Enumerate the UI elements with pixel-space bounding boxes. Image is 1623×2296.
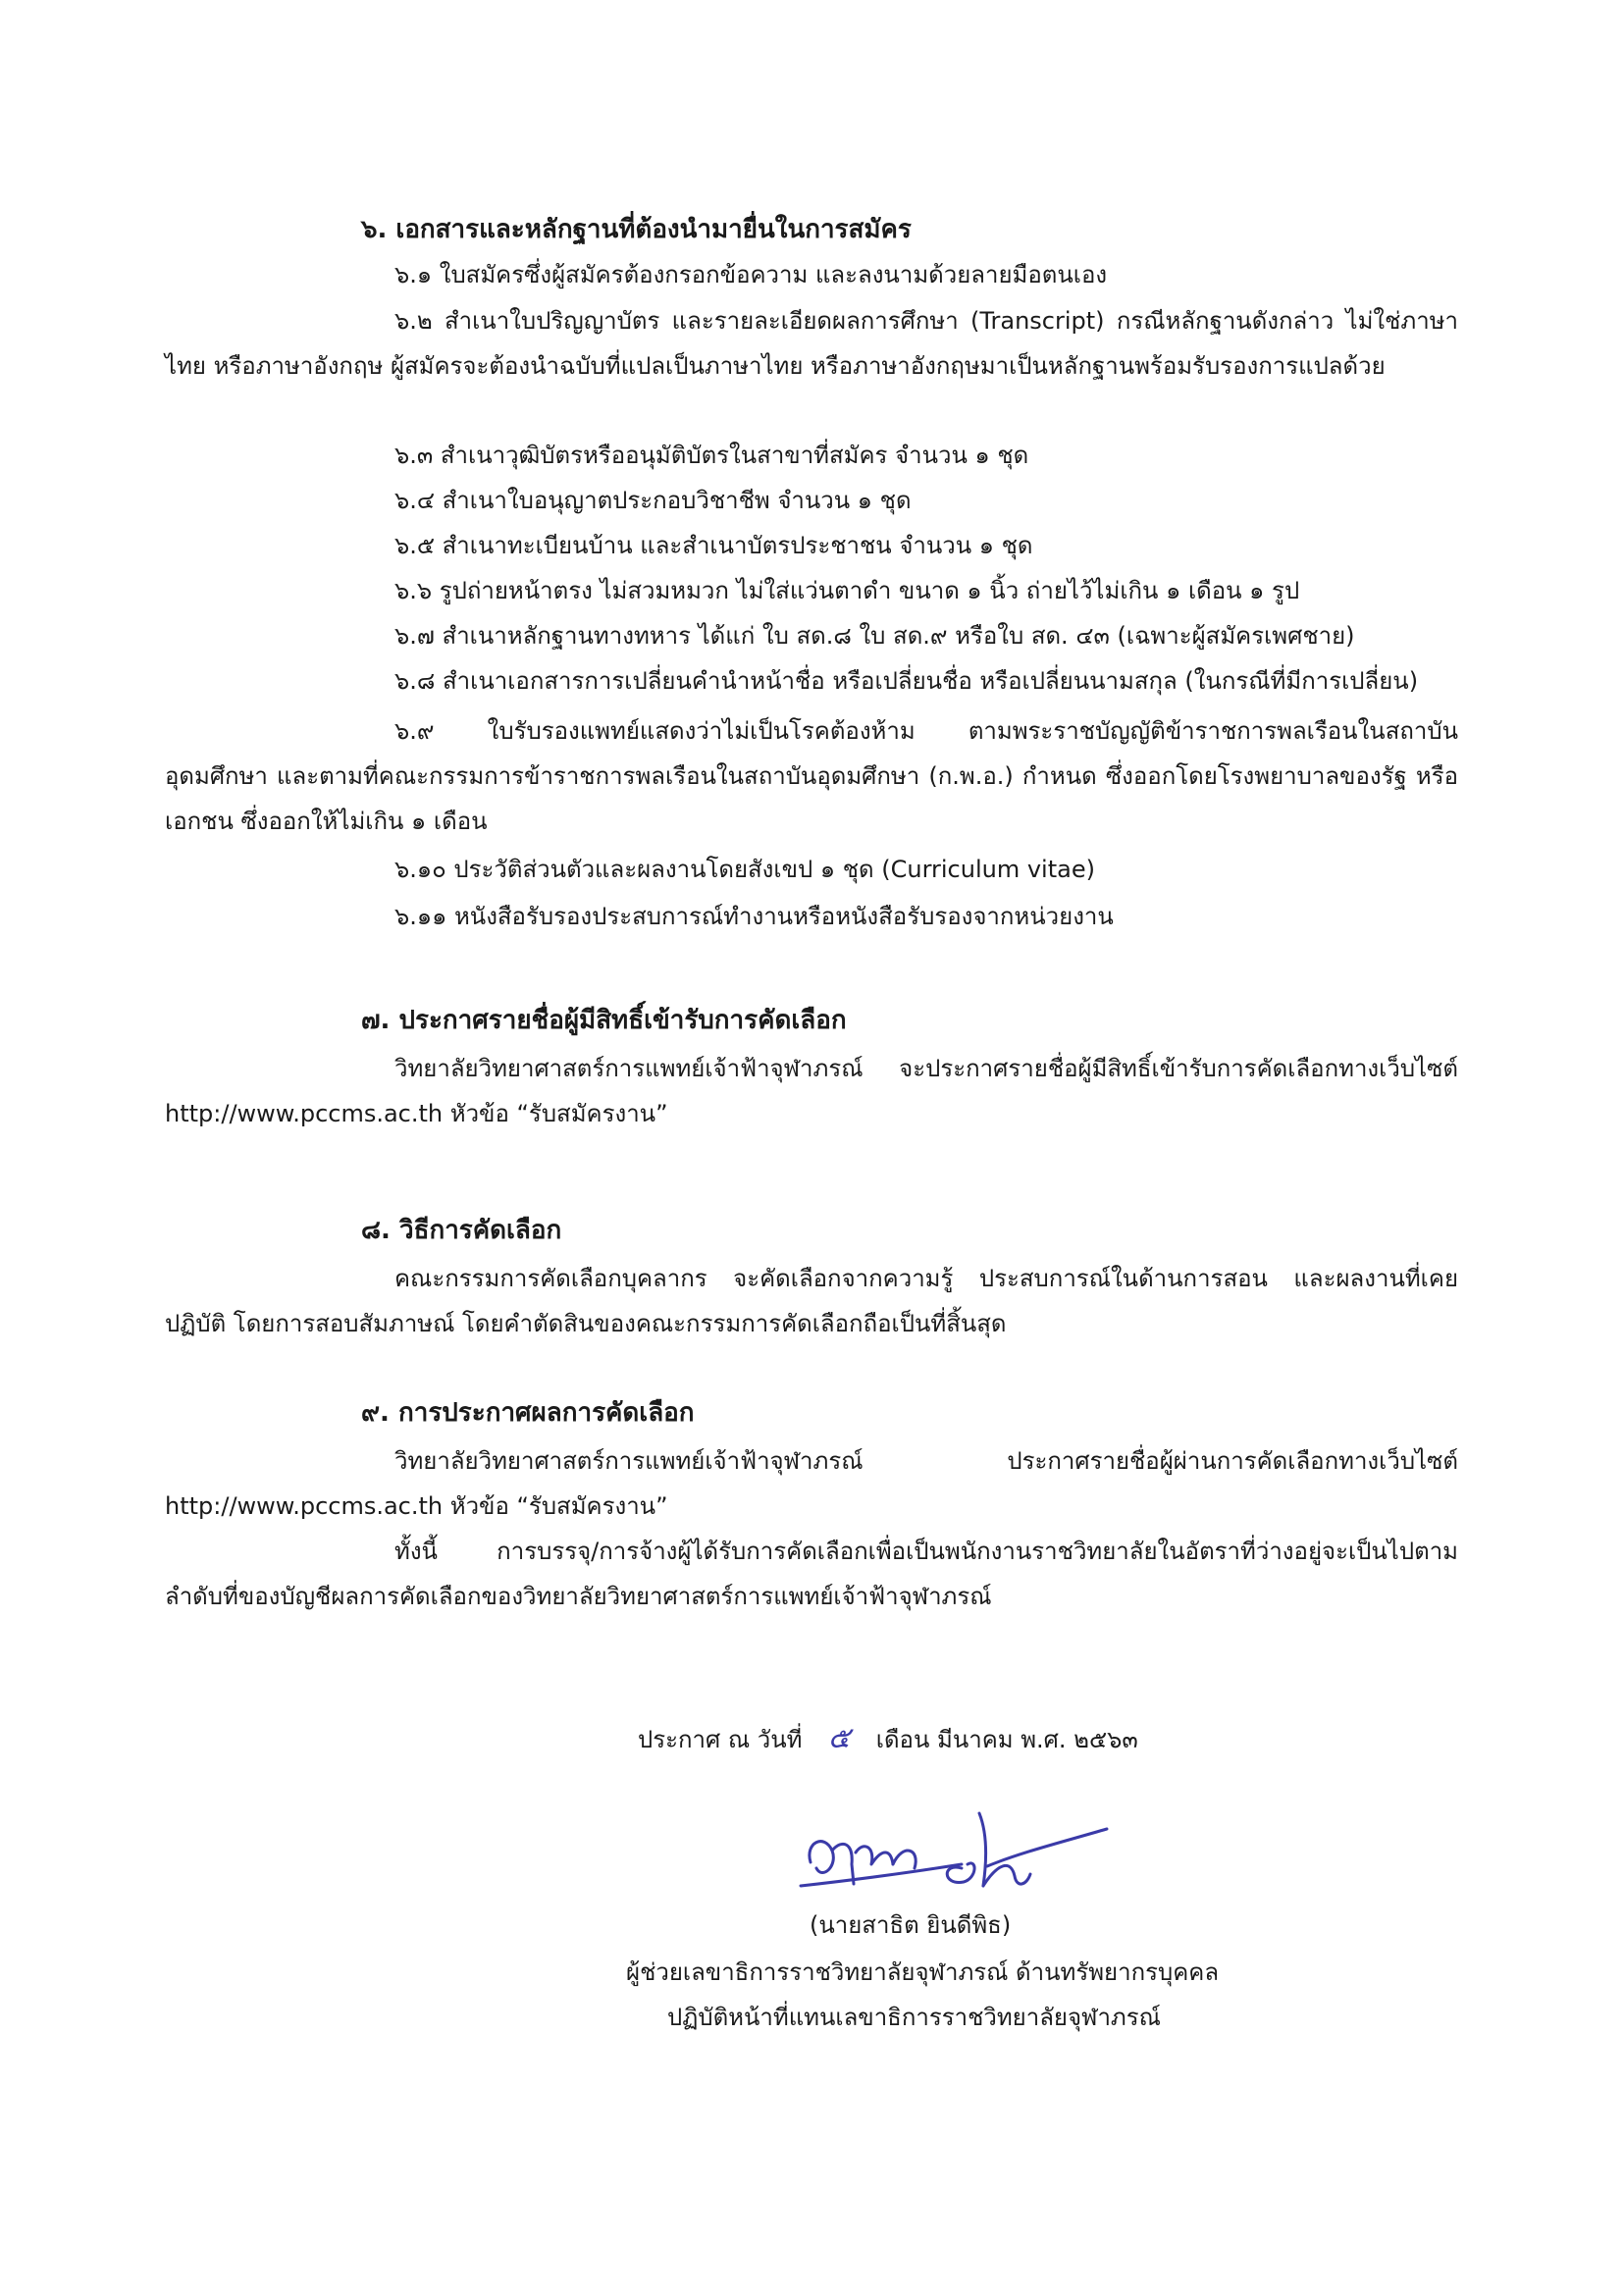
signature-stroke-6 bbox=[979, 1813, 986, 1886]
section-6-item-9: ๖.๙ ใบรับรองแพทย์แสดงว่าไม่เป็นโรคต้องห้าม ตามพระราชบัญญัติข้าราชการพลเรือนในสถาบันอุดมศึกษา และตามที่คณะกรรมการข้าราชการพลเรือนในสถาบันอุดมศึกษา (ก.พ.อ.) กำหนด ซึ่งออกโดยโรงพยาบาลของรัฐ หรือเอกชน ซึ่งออกให้ไม่เกิน ๑ เดือน bbox=[165, 717, 1458, 835]
section-6-heading: ๖. เอกสารและหลักฐานที่ต้องนำมายื่นในการสมัคร bbox=[361, 215, 912, 244]
signer-title: ผู้ช่วยเลขาธิการราชวิทยาลัยจุฬาภรณ์ ด้านทรัพยากรบุคคล bbox=[626, 1958, 1220, 1986]
section-6-item-11: ๖.๑๑ หนังสือรับรองประสบการณ์ทำงานหรือหนังสือรับรองจากหน่วยงาน bbox=[394, 903, 1114, 930]
section-6-item-10: ๖.๑๐ ประวัติส่วนตัวและผลงานโดยสังเขป ๑ ชุด (Curriculum vitae) bbox=[394, 856, 1095, 883]
section-7-body: วิทยาลัยวิทยาศาสตร์การแพทย์เจ้าฟ้าจุฬาภรณ์ จะประกาศรายชื่อผู้มีสิทธิ์เข้ารับการคัดเลือกทางเว็บไซต์ http://www.pccms.ac.th หัวข้อ “รับสมัครงาน” bbox=[165, 1055, 1458, 1127]
signer-name: (นายสาธิต ยินดีพิธ) bbox=[810, 1911, 1012, 1939]
section-6-item-4: ๖.๔ สำเนาใบอนุญาตประกอบวิชาชีพ จำนวน ๑ ชุด bbox=[394, 487, 912, 514]
section-6-item-1: ๖.๑ ใบสมัครซึ่งผู้สมัครต้องกรอกข้อความ และลงนามด้วยลายมือตนเอง bbox=[394, 261, 1108, 288]
section-6-item-5: ๖.๕ สำเนาทะเบียนบ้าน และสำเนาบัตรประชาชน จำนวน ๑ ชุด bbox=[394, 532, 1033, 559]
signature-stroke-7 bbox=[983, 1865, 1030, 1886]
signature-underline bbox=[801, 1864, 962, 1886]
signature-image bbox=[795, 1803, 1109, 1902]
signature-stroke-1 bbox=[810, 1842, 833, 1873]
announce-day-handwritten: ๕ bbox=[827, 1721, 851, 1755]
signature-tail bbox=[987, 1829, 1107, 1866]
announce-prefix: ประกาศ ณ วันที่ bbox=[638, 1726, 803, 1753]
section-7-heading: ๗. ประกาศรายชื่อผู้มีสิทธิ์เข้ารับการคัดเลือก bbox=[361, 1006, 847, 1035]
section-8-body: คณะกรรมการคัดเลือกบุคลากร จะคัดเลือกจากความรู้ ประสบการณ์ในด้านการสอน และผลงานที่เคยปฏิบัติ โดยการสอบสัมภาษณ์ โดยคำตัดสินของคณะกรรมการคัดเลือกถือเป็นที่สิ้นสุด bbox=[165, 1265, 1458, 1337]
signature-stroke-2 bbox=[832, 1844, 854, 1884]
section-6-item-8: ๖.๘ สำเนาเอกสารการเปลี่ยนคำนำหน้าชื่อ หรือเปลี่ยนชื่อ หรือเปลี่ยนนามสกุล (ในกรณีที่มีการเปลี่ยน) bbox=[394, 667, 1419, 695]
signature-stroke-3 bbox=[856, 1847, 893, 1864]
section-6-item-2: ๖.๒ สำเนาใบปริญญาบัตร และรายละเอียดผลการศึกษา (Transcript) กรณีหลักฐานดังกล่าว ไม่ใช่ภาษาไทย หรือภาษาอังกฤษ ผู้สมัครจะต้องนำฉบับที่แปลเป็นภาษาไทย หรือภาษาอังกฤษมาเป็นหลักฐานพร้อมรับรองการแปลด้วย bbox=[165, 307, 1458, 380]
announce-suffix: เดือน มีนาคม พ.ศ. ๒๕๖๓ bbox=[875, 1726, 1138, 1753]
section-6-item-7: ๖.๗ สำเนาหลักฐานทางทหาร ได้แก่ ใบ สด.๘ ใบ สด.๙ หรือใบ สด. ๔๓ (เฉพาะผู้สมัครเพศชาย) bbox=[394, 622, 1355, 650]
section-9-heading: ๙. การประกาศผลการคัดเลือก bbox=[361, 1398, 695, 1428]
section-8-heading: ๘. วิธีการคัดเลือก bbox=[361, 1216, 562, 1245]
section-9-body-2: ทั้งนี้ การบรรจุ/การจ้างผู้ได้รับการคัดเลือกเพื่อเป็นพนักงานราชวิทยาลัยในอัตราที่ว่างอยู่จะเป็นไปตามลำดับที่ของบัญชีผลการคัดเลือกของวิทยาลัยวิทยาศาสตร์การแพทย์เจ้าฟ้าจุฬาภรณ์ bbox=[165, 1538, 1458, 1610]
announce-date-line bbox=[638, 1717, 1138, 1761]
signature-stroke-4 bbox=[893, 1851, 916, 1868]
signer-role: ปฏิบัติหน้าที่แทนเลขาธิการราชวิทยาลัยจุฬาภรณ์ bbox=[667, 2004, 1161, 2031]
section-9-body-1: วิทยาลัยวิทยาศาสตร์การแพทย์เจ้าฟ้าจุฬาภรณ์ ประกาศรายชื่อผู้ผ่านการคัดเลือกทางเว็บไซต์ http://www.pccms.ac.th หัวข้อ “รับสมัครงาน” bbox=[165, 1447, 1458, 1520]
section-6-item-6: ๖.๖ รูปถ่ายหน้าตรง ไม่สวมหมวก ไม่ใส่แว่นตาดำ ขนาด ๑ นิ้ว ถ่ายไว้ไม่เกิน ๑ เดือน ๑ รูป bbox=[394, 577, 1300, 604]
section-6-item-3: ๖.๓ สำเนาวุฒิบัตรหรืออนุมัติบัตรในสาขาที่สมัคร จำนวน ๑ ชุด bbox=[394, 442, 1029, 469]
